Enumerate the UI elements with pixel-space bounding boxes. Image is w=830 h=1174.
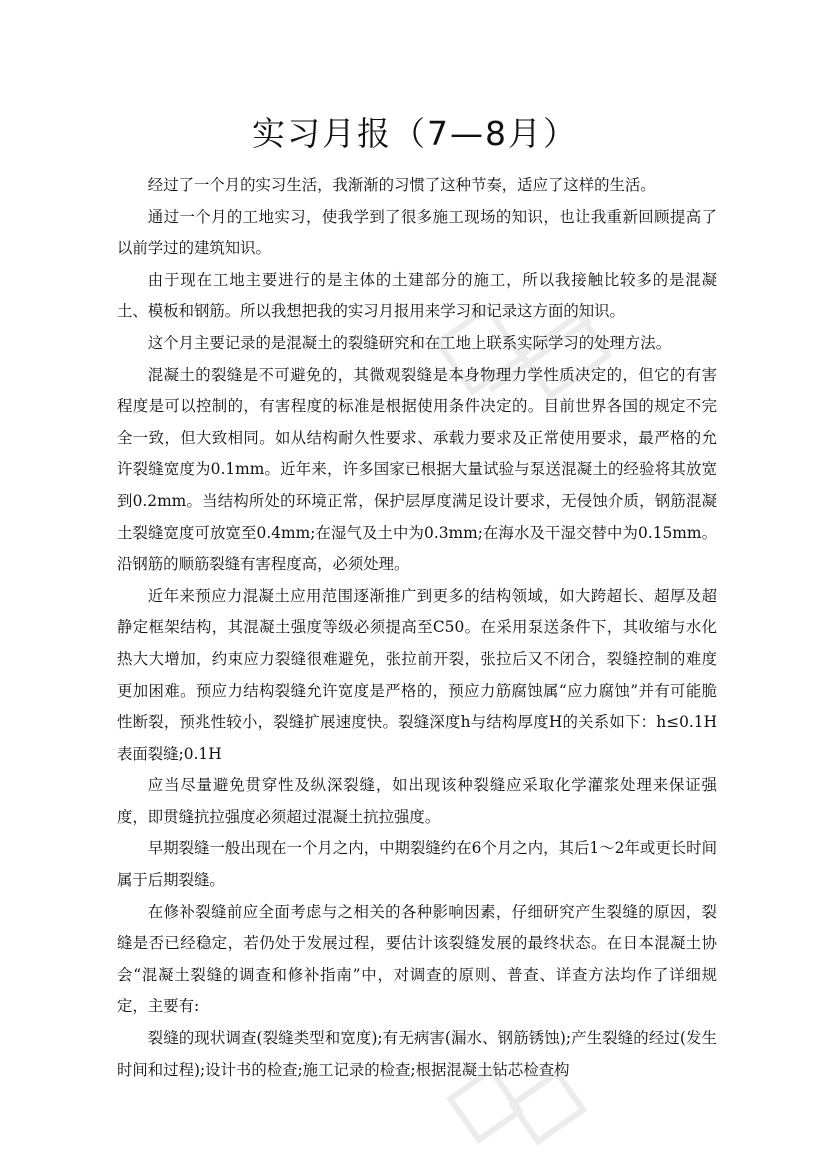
paragraph: 近年来预应力混凝土应用范围逐渐推广到更多的结构领域，如大跨超长、超厚及超静定框架结构，其混凝土强度等级必须提高至C50。在采用泵送条件下，其收缩与水化热大大增加，约束应力裂缝很难避免，张拉前开裂，张拉后又不闭合，裂缝控制的难度更加困难。预应力结构裂缝允许宽度是严格的，预应力筋腐蚀属“应力腐蚀”并有可能脆性断裂，预兆性较小，裂缝扩展速度快。裂缝深度h与结构厚度H的关系如下：h≤0.1H表面裂缝;0.1H — [117, 586, 717, 763]
paragraph: 经过了一个月的实习生活，我渐渐的习惯了这种节奏，适应了这样的生活。 — [147, 176, 656, 194]
paragraph: 这个月主要记录的是混凝土的裂缝研究和在工地上联系实际学习的处理方法。 — [147, 333, 672, 352]
paragraph: 混凝土的裂缝是不可避免的，其微观裂缝是本身物理力学性质决定的，但它的有害程度是可以控制的，有害程度的标准是根据使用条件决定的。目前世界各国的规定不完全一致，但大致相同。如从结构耐久性要求、承载力要求及正常使用要求，最严格的允许裂缝宽度为0.1mm。近年来，许多国家已根据大量试验与泵送混凝土的经验将其放宽到0.2mm。当结构所处的环境正常，保护层厚度满足设计要求，无侵蚀介质，钢筋混凝土裂缝宽度可放宽至0.4mm;在湿气及土中为0.3mm;在海水及干湿交替中为0.15mm。沿钢筋的顺筋裂缝有害程度高，必须处理。 — [117, 365, 717, 574]
paragraph: 早期裂缝一般出现在一个月之内，中期裂缝约在6个月之内，其后1～2年或更长时间属于后期裂缝。 — [117, 839, 717, 890]
paragraph: 由于现在工地主要进行的是主体的土建部分的施工，所以我接触比较多的是混凝土、模板和钢筋。所以我想把我的实习月报用来学习和记录这方面的知识。 — [117, 270, 717, 321]
document-body — [117, 170, 717, 1086]
paragraph: 通过一个月的工地实习，使我学到了很多施工现场的知识，也让我重新回顾提高了以前学过的建筑知识。 — [117, 207, 717, 258]
page-title: 实习月报（7—8月） — [252, 114, 578, 153]
paragraph: 在修补裂缝前应全面考虑与之相关的各种影响因素，仔细研究产生裂缝的原因，裂缝是否已经稳定，若仍处于发展过程，要估计该裂缝发展的最终状态。在日本混凝土协会“混凝土裂缝的调查和修补指南”中，对调查的原则、普查、详查方法均作了详细规定，主要有: — [117, 902, 717, 1016]
paragraph: 裂缝的现状调查(裂缝类型和宽度);有无病害(漏水、钢筋锈蚀);产生裂缝的经过(发生时间和过程);设计书的检查;施工记录的检查;根据混凝土钻芯检查构 — [117, 1029, 717, 1079]
paragraph: 应当尽量避免贯穿性及纵深裂缝，如出现该种裂缝应采取化学灌浆处理来保证强度，即贯缝抗拉强度必须超过混凝土抗拉强度。 — [117, 776, 717, 826]
